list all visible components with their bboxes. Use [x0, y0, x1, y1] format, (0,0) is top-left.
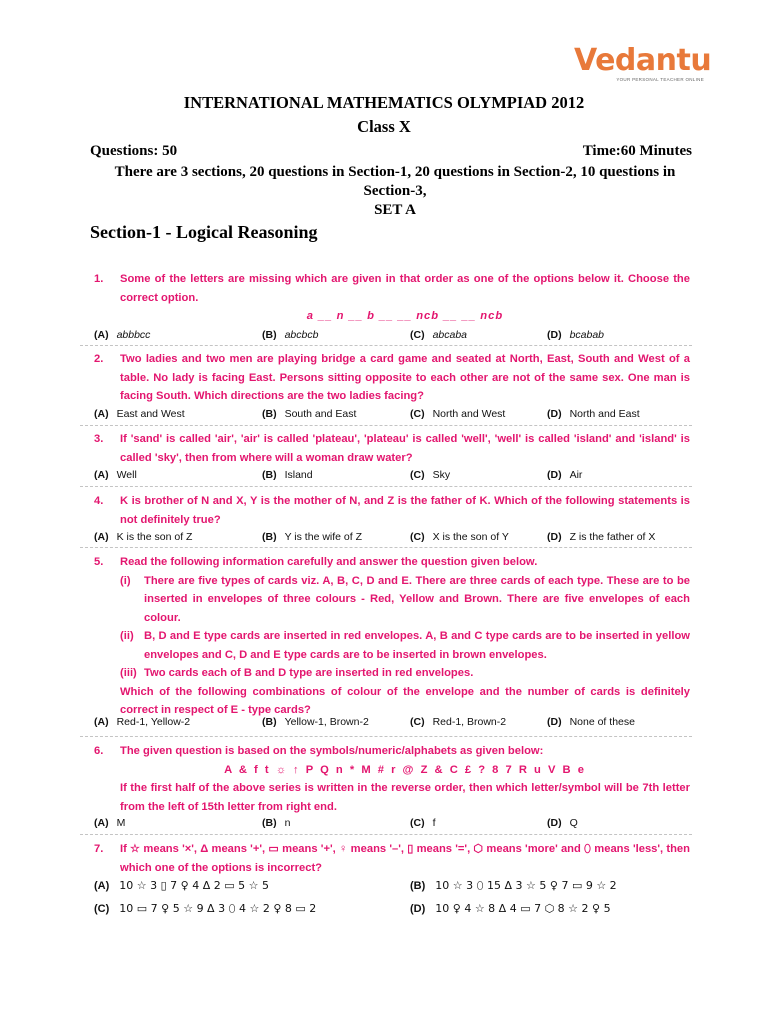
question-text: K is brother of N and X, Y is the mother of N, and Z is the father of K. Which of the following statements is not definitely true? — [120, 495, 690, 526]
question-number: 5. — [94, 556, 104, 568]
question-text — [120, 270, 690, 326]
option-d[interactable]: (D) Air — [547, 469, 583, 481]
question-number: 2. — [94, 353, 104, 365]
option-d[interactable]: (D) bcabab — [547, 329, 605, 341]
logo-wordmark: Vedantu — [574, 43, 712, 78]
option-a[interactable]: (A) Well — [94, 469, 137, 481]
question-number: 6. — [94, 745, 104, 757]
question-text: If 'sand' is called 'air', 'air' is called 'plateau', 'plateau' is called 'well', 'well' is called 'island' and 'island' is called 'sky', then from where will a woman draw water? — [120, 433, 690, 464]
symbol-series: A & f t ☼ ↑ P Q n * M # r @ Z & C £ ? 8 7 R u V B e — [224, 763, 586, 776]
question-prompt: Some of the letters are missing which are given in that order as one of the options below it. Choose the correct option. — [120, 273, 690, 304]
letter-series: a __ n __ b __ __ ncb __ __ ncb — [306, 310, 504, 322]
option-b[interactable]: (B) n — [262, 817, 291, 829]
option-b[interactable]: (B) 10 ☆ 3 ⬯ 15 Δ 3 ☆ 5 ♀ 7 ▭ 9 ☆ 2 — [410, 879, 617, 892]
vedantu-logo — [574, 43, 712, 82]
option-a[interactable]: (A) K is the son of Z — [94, 531, 193, 543]
option-b[interactable]: (B) Y is the wife of Z — [262, 531, 363, 543]
divider — [80, 736, 692, 737]
divider — [80, 345, 692, 346]
divider — [80, 547, 692, 548]
question-count: Questions: 50 — [90, 143, 178, 159]
options-row-1 — [94, 877, 690, 897]
options-row — [94, 814, 690, 832]
options-row — [94, 466, 690, 484]
option-d[interactable]: (D) None of these — [547, 716, 635, 728]
question-number: 4. — [94, 495, 104, 507]
question-text — [120, 742, 690, 816]
option-b[interactable]: (B) Yellow-1, Brown-2 — [262, 716, 369, 728]
info-part-iii: (iii) Two cards each of B and D type are inserted in red envelopes. — [120, 667, 474, 679]
option-b[interactable]: (B) South and East — [262, 408, 357, 420]
question-number: 3. — [94, 433, 104, 445]
option-c[interactable]: (C) Sky — [410, 469, 451, 481]
exam-class: Class X — [357, 117, 411, 136]
set-label: SET A — [374, 202, 416, 218]
option-c[interactable]: (C) Red-1, Brown-2 — [410, 716, 507, 728]
options-row-2 — [94, 900, 690, 920]
question-text — [120, 553, 690, 720]
divider — [80, 834, 692, 835]
question-text: Two ladies and two men are playing bridge a card game and seated at North, East, South and West of a table. No lady is facing East. Persons sitting opposite to each other are not of the same sex. One man is facing South. Which directions are the two ladies facing? — [120, 353, 690, 402]
question-number: 1. — [94, 273, 104, 285]
option-d[interactable]: (D) 10 ♀ 4 ☆ 8 Δ 4 ▭ 7 ⬡ 8 ☆ 2 ♀ 5 — [410, 902, 611, 915]
option-b[interactable]: (B) Island — [262, 469, 313, 481]
option-a[interactable]: (A) 10 ☆ 3 ▯ 7 ♀ 4 Δ 2 ▭ 5 ☆ 5 — [94, 879, 269, 892]
option-d[interactable]: (D) North and East — [547, 408, 640, 420]
option-c[interactable]: (C) f — [410, 817, 436, 829]
option-c[interactable]: (C) X is the son of Y — [410, 531, 509, 543]
logo-tagline: YOUR PERSONAL TEACHER ONLINE — [616, 77, 704, 82]
option-c[interactable]: (C) North and West — [410, 408, 506, 420]
option-a[interactable]: (A) abbbcc — [94, 329, 151, 341]
option-d[interactable]: (D) Z is the father of X — [547, 531, 656, 543]
sections-info — [90, 163, 700, 220]
divider — [80, 486, 692, 487]
option-c[interactable]: (C) 10 ▭ 7 ♀ 5 ☆ 9 Δ 3 ⬯ 4 ☆ 2 ♀ 8 ▭ 2 — [94, 902, 317, 915]
exam-title: INTERNATIONAL MATHEMATICS OLYMPIAD 2012 — [183, 93, 585, 112]
question-prompt: Which of the following combinations of colour of the envelope and the number of cards is definitely correct in respect of E - type cards? — [120, 685, 690, 716]
option-d[interactable]: (D) Q — [547, 817, 578, 829]
question-number: 7. — [94, 843, 104, 855]
sections-info-text: There are 3 sections, 20 questions in Section-1, 20 questions in Section-2, 10 questions in Section-3, — [114, 164, 676, 199]
info-part-i: (i) There are five types of cards viz. A, B, C, D and E. There are three cards of each type. These are to be inserted in envelopes of three colours - Red, Yellow and Brown. There are five envelopes of each colour. — [120, 574, 690, 624]
section-heading: Section-1 - Logical Reasoning — [90, 222, 318, 242]
options-row — [94, 405, 690, 423]
options-row — [94, 326, 690, 344]
question-prompt: If the first half of the above series is written in the reverse order, then which letter/symbol will be 7th letter from the left of 15th letter from right end. — [120, 782, 690, 813]
divider — [80, 425, 692, 426]
option-a[interactable]: (A) Red-1, Yellow-2 — [94, 716, 191, 728]
info-part-ii: (ii) B, D and E type cards are inserted in red envelopes. A, B and C type cards are to be inserted in yellow envelopes and C, D and E type cards are to be inserted in brown envelopes. — [120, 630, 690, 661]
question-intro: Read the following information carefully and answer the question given below. — [120, 556, 538, 568]
option-a[interactable]: (A) M — [94, 817, 126, 829]
options-row — [94, 528, 690, 546]
options-row — [94, 713, 690, 731]
option-b[interactable]: (B) abcbcb — [262, 329, 319, 341]
option-a[interactable]: (A) East and West — [94, 408, 185, 420]
option-c[interactable]: (C) abcaba — [410, 329, 468, 341]
time-limit: Time:60 Minutes — [582, 143, 692, 159]
question-text: If ☆ means '×', Δ means '+', ▭ means '+', ♀ means '–', ▯ means '=', ⬡ means 'more' and ⬯ means 'less', then which one of the options is incorrect? — [120, 843, 690, 874]
question-intro: The given question is based on the symbols/numeric/alphabets as given below: — [120, 745, 544, 757]
